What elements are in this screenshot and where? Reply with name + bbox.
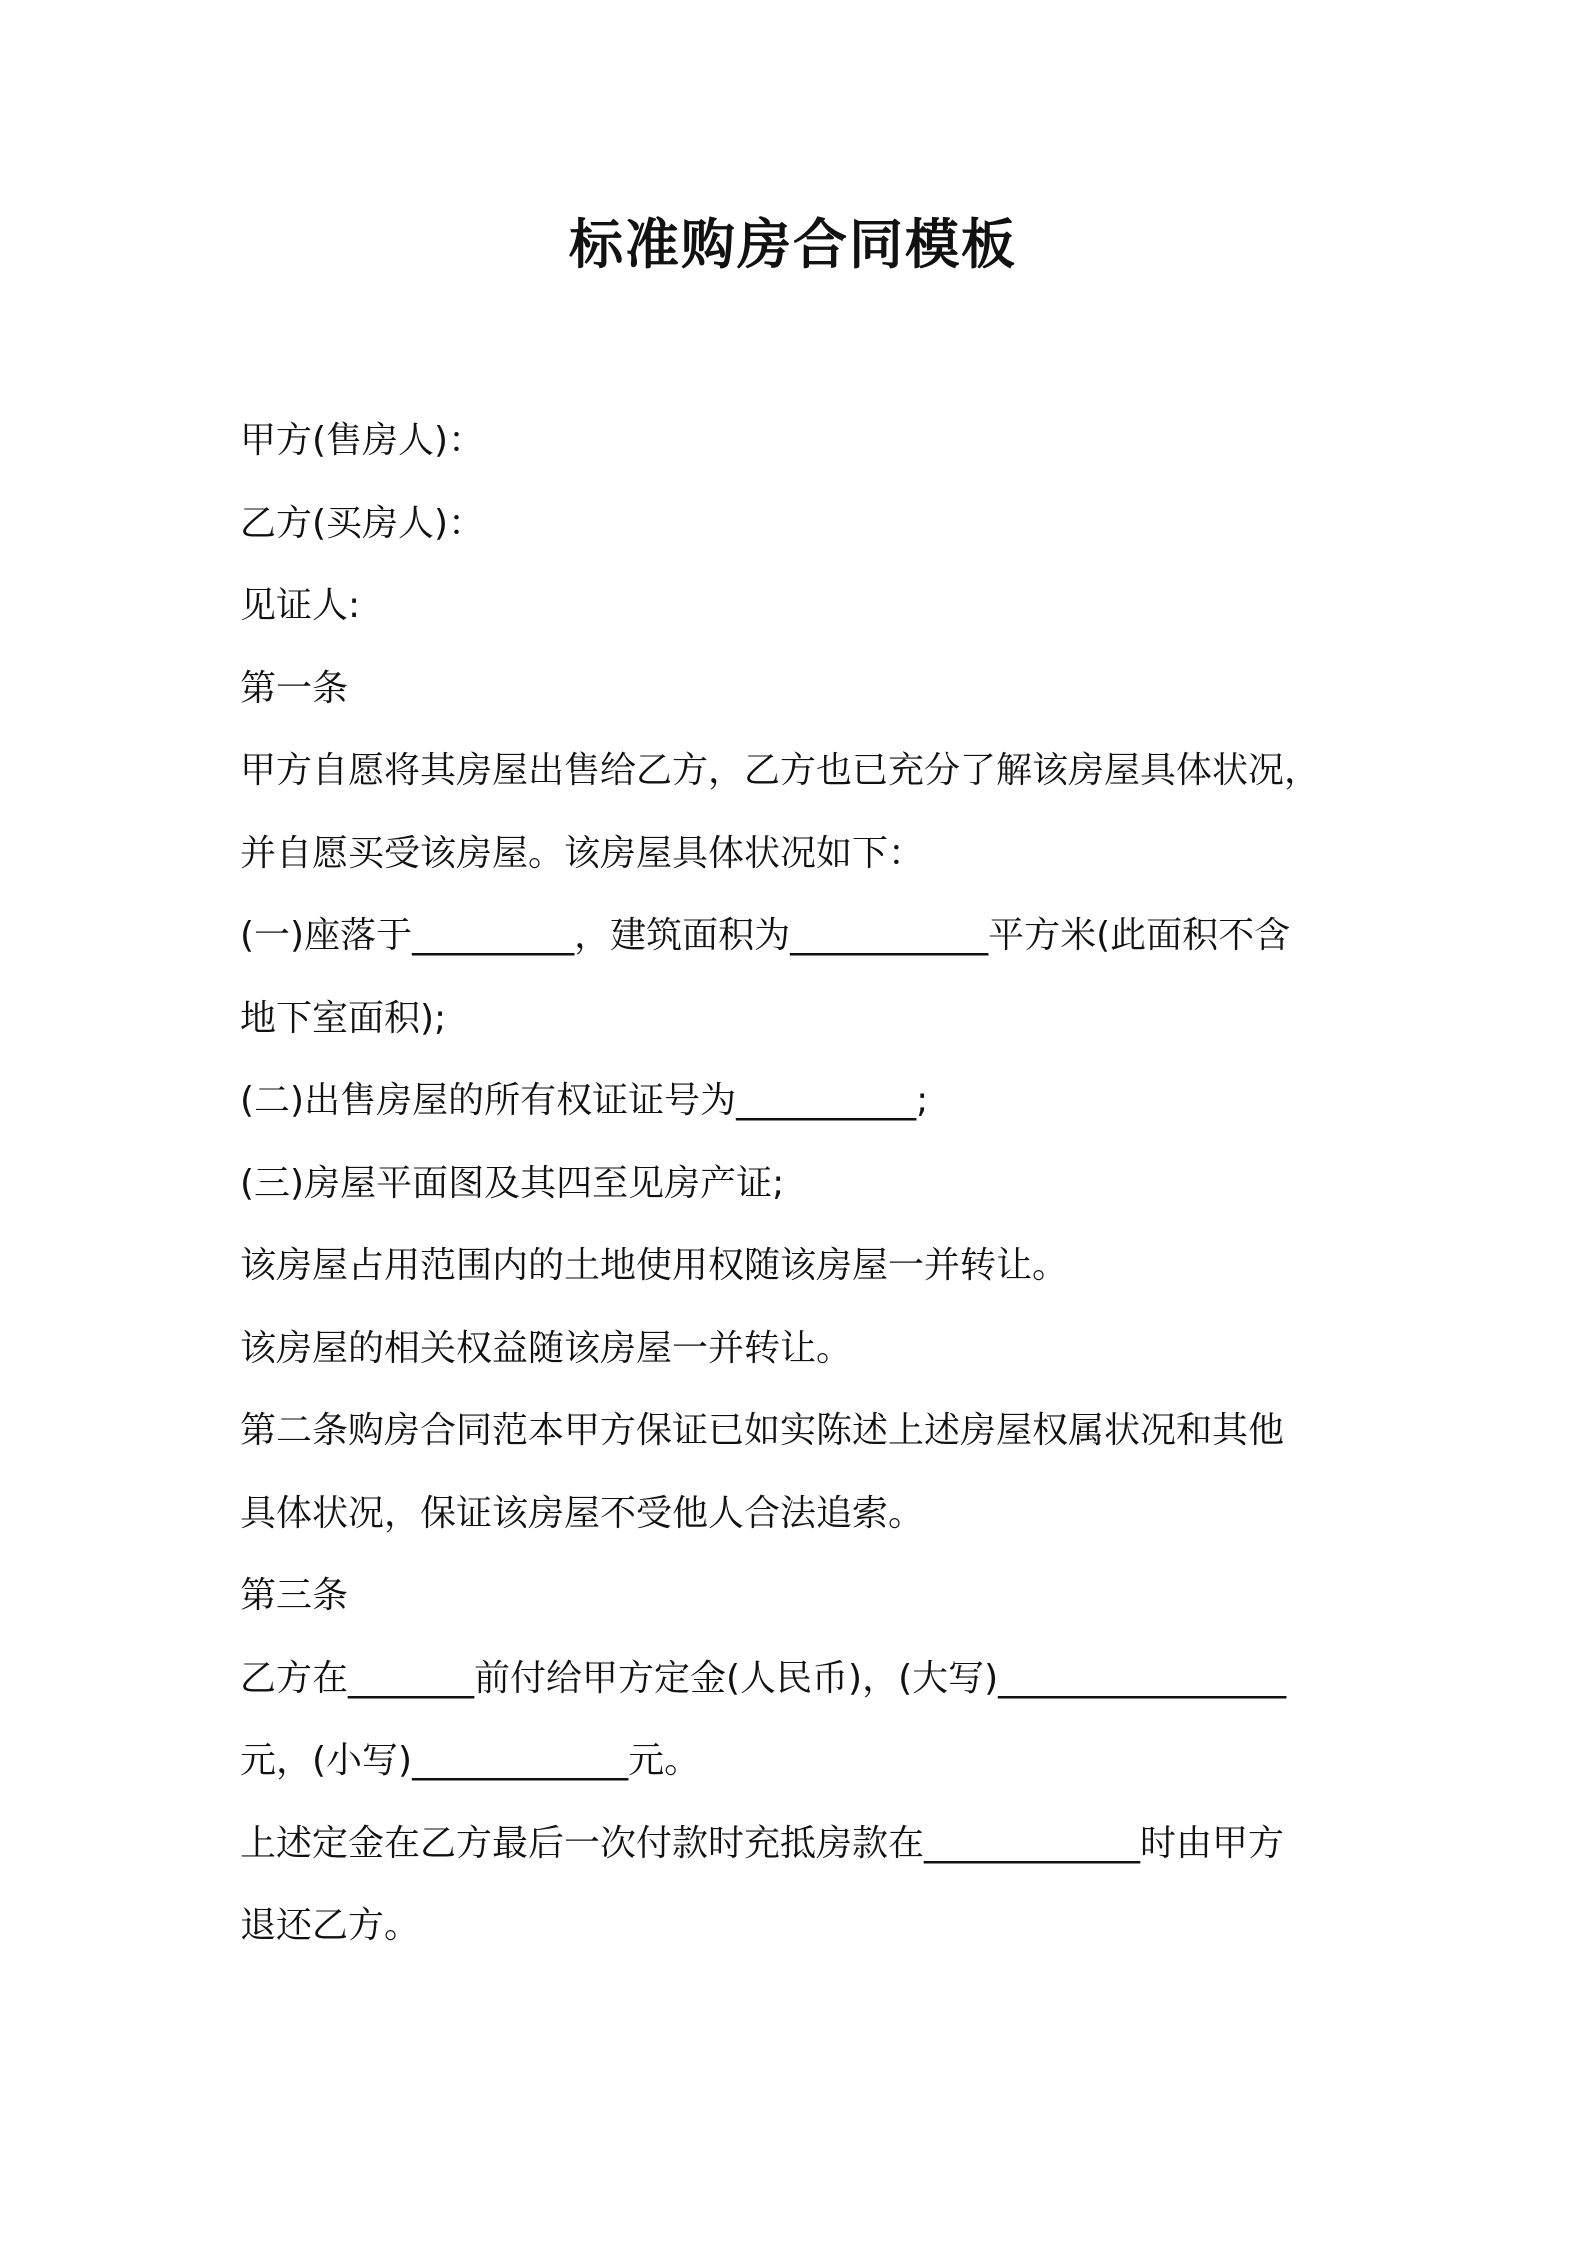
deposit-line-2: 元，(小写)____________元。 <box>240 1740 701 1781</box>
item-1-location-line-2: 地下室面积); <box>240 997 447 1039</box>
item-3-floorplan-line: (三)房屋平面图及其四至见房产证; <box>240 1162 785 1204</box>
article-1-paragraph-line-1: 甲方自愿将其房屋出售给乙方，乙方也已充分了解该房屋具体状况， <box>240 750 1321 791</box>
document-title: 标准购房合同模板 <box>569 213 1017 276</box>
witness-line: 见证人: <box>240 585 361 626</box>
article-3-heading: 第三条 <box>240 1575 349 1616</box>
item-1-location-line-1: (一)座落于_________，建筑面积为___________平方米(此面积不含 <box>240 915 1291 956</box>
buyer-line: 乙方(买房人)： <box>240 502 485 544</box>
article-1-paragraph-line-2: 并自愿买受该房屋。该房屋具体状况如下： <box>240 832 925 874</box>
deposit-refund-line-2: 退还乙方。 <box>240 1905 421 1946</box>
land-use-rights-line: 该房屋占用范围内的土地使用权随该房屋一并转让。 <box>240 1245 1069 1286</box>
deposit-refund-line-1: 上述定金在乙方最后一次付款时充抵房款在____________时由甲方 <box>240 1822 1285 1864</box>
article-2-line-1: 第二条购房合同范本甲方保证已如实陈述上述房屋权属状况和其他 <box>240 1410 1285 1451</box>
article-1-heading: 第一条 <box>240 667 349 709</box>
related-rights-line: 该房屋的相关权益随该房屋一并转让。 <box>240 1327 853 1369</box>
seller-line: 甲方(售房人)： <box>240 420 485 461</box>
deposit-line-1: 乙方在_______前付给甲方定金(人民币)，(大写)________________ <box>240 1657 1287 1699</box>
document-body <box>240 400 1370 1968</box>
article-2-line-2: 具体状况，保证该房屋不受他人合法追索。 <box>240 1492 925 1534</box>
item-2-certificate-line: (二)出售房屋的所有权证证号为__________; <box>240 1080 929 1121</box>
